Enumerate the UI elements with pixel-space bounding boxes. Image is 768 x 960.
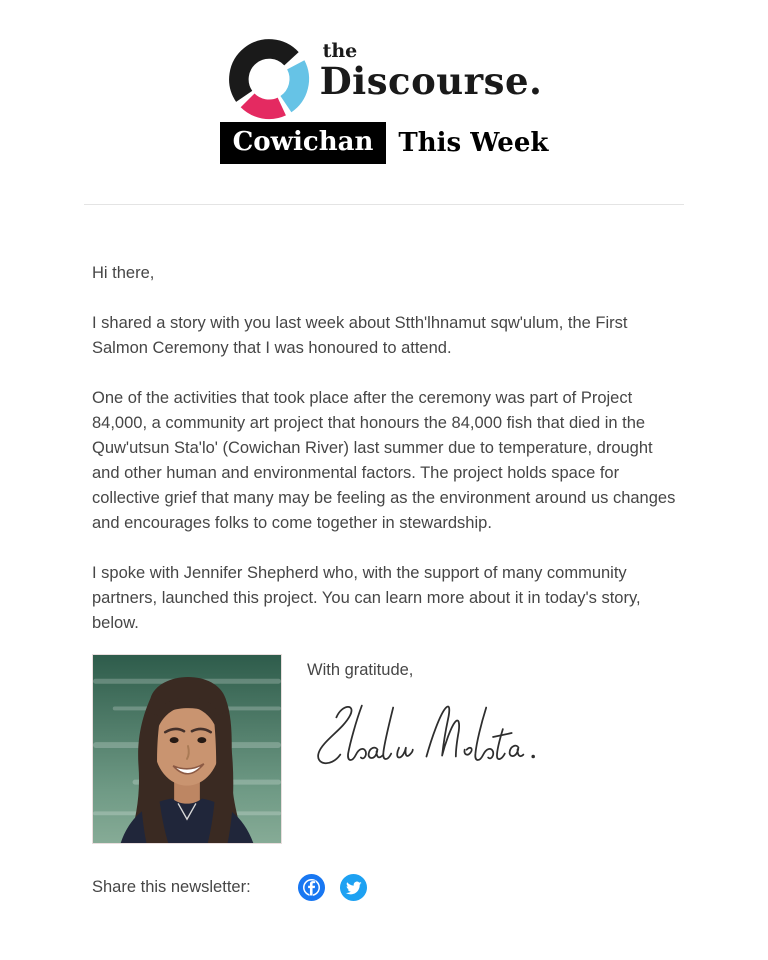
logo-brand-text: Discourse. xyxy=(319,59,543,103)
signoff-section xyxy=(92,654,676,844)
newsletter-body xyxy=(84,261,684,955)
newsletter-header xyxy=(84,36,684,164)
twitter-share-button[interactable] xyxy=(340,874,367,901)
facebook-icon xyxy=(298,874,325,901)
paragraph-2: One of the activities that took place after the ceremony was part of Project 84,000, a community art project that honours the 84,000 fish that died in the Quw'utsun Sta'lo' (Cowichan River) last summer due to temperature, drought and other human and environmental factors. The project holds space for collective grief that many may be feeling as the environment around us changes and encourages folks to come together in stewardship. xyxy=(92,389,676,532)
greeting-text: Hi there, xyxy=(92,264,155,282)
facebook-share-button[interactable] xyxy=(298,874,325,901)
ring-segment-blue xyxy=(285,65,298,104)
photo-eye-left xyxy=(170,737,179,743)
author-photo xyxy=(92,654,282,844)
handwritten-signature xyxy=(307,695,542,775)
discourse-logo xyxy=(84,36,684,122)
header-divider xyxy=(84,204,684,205)
ring-segment-pink xyxy=(247,100,281,109)
ring-segment-black xyxy=(238,49,291,96)
paragraph-1: I shared a story with you last week about Stth'lhnamut sqw'ulum, the First Salmon Ceremony that I was honoured to attend. xyxy=(92,314,628,357)
discourse-ring-logo-icon xyxy=(226,36,312,122)
newsletter-banner xyxy=(84,122,684,164)
newsletter-email xyxy=(84,0,684,955)
photo-eye-right xyxy=(197,737,206,743)
signoff-column xyxy=(307,654,542,775)
logo-wordmark xyxy=(320,36,543,101)
logo-the-text: the xyxy=(322,40,358,62)
paragraph-3: I spoke with Jennifer Shepherd who, with the support of many community partners, launched this project. You can learn more about it in today's story, below. xyxy=(92,564,641,632)
gratitude-text: With gratitude, xyxy=(307,661,414,679)
banner-location-badge: Cowichan xyxy=(220,122,387,164)
twitter-icon xyxy=(340,874,367,901)
share-section xyxy=(92,874,676,955)
banner-edition-text: This Week xyxy=(398,128,549,158)
share-label: Share this newsletter: xyxy=(92,878,251,896)
